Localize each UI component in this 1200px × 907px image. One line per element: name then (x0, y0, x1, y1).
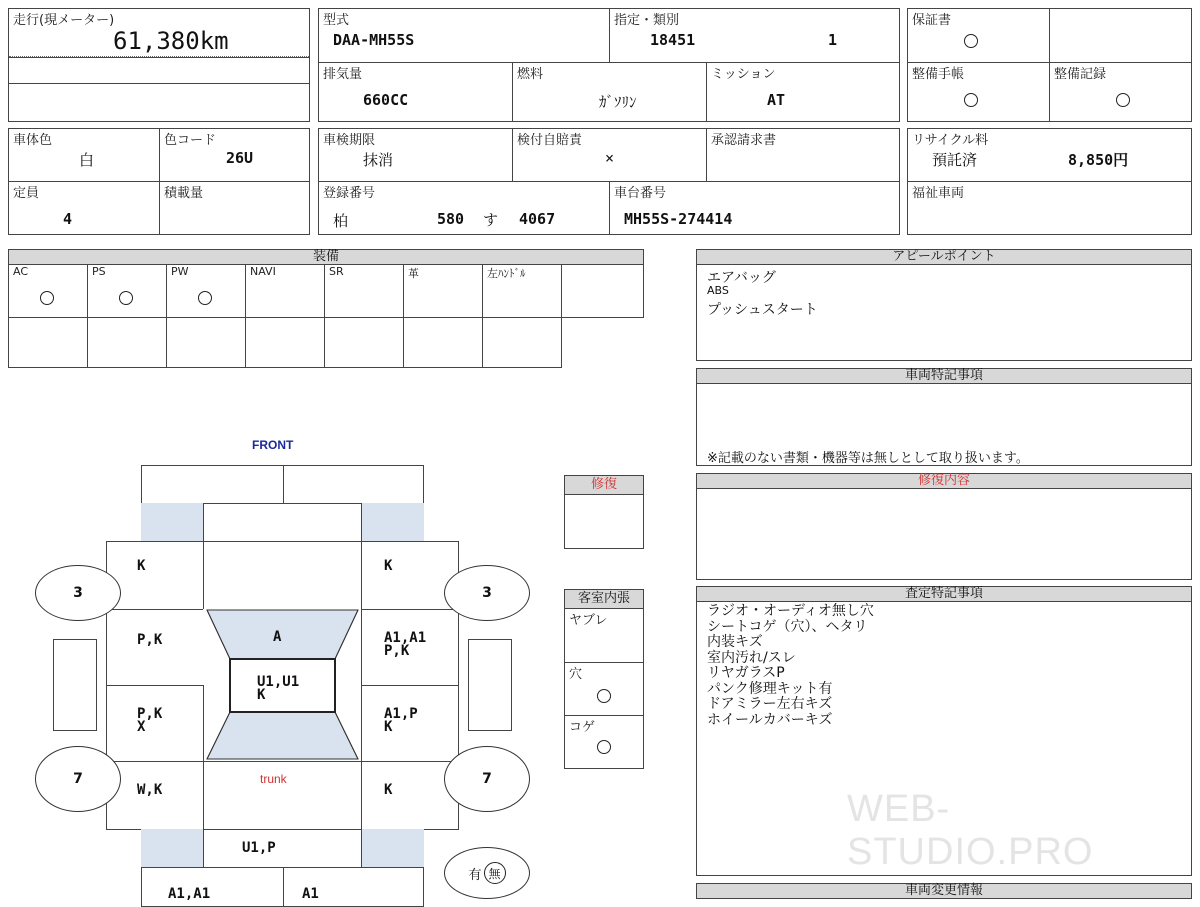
right-rear-door (361, 685, 459, 762)
color-code-label: 色コード (164, 133, 217, 148)
right-mirror (468, 639, 512, 731)
left-rear-fender (106, 761, 204, 830)
assessment-line: 内装キズ (707, 634, 763, 650)
color-code-box (159, 128, 310, 182)
equip-label: 革 (408, 267, 419, 280)
equip-label: 左ﾊﾝﾄﾞﾙ (487, 267, 526, 280)
assessment-box (696, 601, 1192, 876)
chassis-label: 車台番号 (614, 186, 667, 201)
equip-extra-cell (8, 317, 88, 368)
warranty-label: 保証書 (912, 13, 952, 28)
body-color-label: 車体色 (13, 133, 53, 148)
equip-extra-cell (166, 317, 246, 368)
interior-koge-label: コゲ (569, 720, 596, 735)
mission-label: ミッション (711, 67, 776, 82)
assessment-header: 査定特記事項 (696, 586, 1192, 602)
reg-area: 柏 (333, 212, 349, 230)
equip-label: NAVI (250, 265, 276, 278)
inspection-label: 車検期限 (323, 133, 376, 148)
left-front-door-grade: P,K (137, 632, 163, 648)
equip-check-icon (198, 291, 212, 305)
assessment-line: シートコゲ（穴）、ヘタリ (707, 618, 868, 635)
interior-yabure-label: ヤブレ (569, 613, 608, 628)
repair-content-box (696, 488, 1192, 580)
equip-extra-cell (87, 317, 167, 368)
reg-label: 登録番号 (323, 186, 376, 201)
interior-koge-box (564, 715, 644, 769)
inspection-box (318, 128, 513, 182)
inspection-value: 抹消 (363, 151, 394, 169)
rear-panel (203, 829, 362, 868)
hood (203, 503, 362, 542)
displacement-value: 660CC (363, 91, 409, 109)
equip-cell-6 (482, 264, 562, 318)
equip-label: AC (13, 265, 29, 278)
warranty-box (907, 8, 1050, 63)
right-front-door (361, 609, 459, 686)
equip-cell-3 (245, 264, 325, 318)
interior-yabure-box (564, 608, 644, 663)
rear-panel-grade: U1,P (242, 840, 276, 856)
mileage-extra-2 (8, 83, 310, 122)
spare-tire-indicator (444, 847, 530, 899)
welfare-box (907, 181, 1192, 235)
mileage-box (8, 8, 310, 58)
warranty-extra (1049, 8, 1192, 63)
model-value: DAA-MH55S (333, 31, 415, 49)
maint-record-label: 整備記録 (1054, 67, 1107, 82)
equip-check-icon (119, 291, 133, 305)
spare-has-label: 有 (468, 867, 482, 883)
front-right-grade: K (384, 558, 393, 574)
body-color-box (8, 128, 160, 182)
insurance-label: 検付自賠責 (517, 133, 583, 148)
maint-record-box (1049, 62, 1192, 122)
spare-none-label: 無 (484, 862, 506, 884)
insurance-value: × (605, 149, 615, 167)
designation-value: 18451 (650, 31, 696, 49)
bumper-left-grade: A1,A1 (168, 886, 211, 902)
assessment-line: パンク修理キット有 (707, 680, 833, 697)
mission-box (706, 62, 900, 122)
mileage-value: 61,380km (113, 27, 229, 55)
change-info-header: 車両変更情報 (696, 883, 1192, 899)
warranty-check-icon (964, 34, 978, 48)
rear-bumper-left (141, 867, 284, 907)
appeal-line-1: エアバッグ (707, 270, 776, 286)
mileage-label: 走行(現メーター) (13, 13, 115, 28)
special-notes-header: 車両特記事項 (696, 368, 1192, 384)
approval-box (706, 128, 900, 182)
interior-header: 客室内張 (564, 589, 644, 609)
left-front-door (106, 609, 204, 686)
assessment-line: リヤガラスP (707, 665, 785, 681)
appeal-line-3: プッシュスタート (707, 302, 818, 318)
roof-front-grade: A (273, 629, 282, 645)
watermark: WEB-STUDIO.PRO (847, 788, 1094, 873)
displacement-label: 排気量 (323, 67, 363, 82)
left-rear-door-grade: P,K X (137, 706, 163, 735)
roof (229, 658, 336, 713)
equip-extra-cell (324, 317, 404, 368)
equip-cell-0 (8, 264, 88, 318)
fuel-label: 燃料 (517, 67, 544, 82)
equip-extra-cell (245, 317, 325, 368)
maint-book-check-icon (964, 93, 978, 107)
assessment-line: ドアミラー左右キズ (707, 696, 833, 712)
appeal-header: アピールポイント (696, 249, 1192, 265)
repair-header: 修復 (564, 475, 644, 495)
left-mirror (53, 639, 97, 731)
designation-box (609, 8, 900, 63)
equip-cell-5 (403, 264, 483, 318)
capacity-box (8, 181, 160, 235)
load-label: 積載量 (164, 186, 204, 201)
capacity-value: 4 (63, 210, 73, 228)
tire-rear-right: 7 (444, 746, 530, 812)
designation-label: 指定・類別 (614, 13, 680, 28)
mileage-extra-1 (8, 57, 310, 84)
right-rear-door-grade: A1,P K (384, 706, 418, 735)
body-color-value: 白 (79, 151, 95, 169)
equip-extra-cell (482, 317, 562, 368)
rear-bumper-right (283, 867, 424, 907)
interior-koge-check-icon (597, 740, 611, 754)
reg-kana: す (483, 211, 499, 229)
interior-ana-box (564, 662, 644, 716)
front-right-light (361, 503, 424, 541)
special-notes-box (696, 383, 1192, 466)
interior-ana-check-icon (597, 689, 611, 703)
special-notes-text: ※記載のない書類・機器等は無しとして取り扱います。 (707, 451, 1029, 466)
front-bumper-left (141, 465, 284, 504)
capacity-label: 定員 (13, 186, 40, 201)
front-label: FRONT (252, 438, 294, 452)
chassis-value: MH55S-274414 (624, 210, 733, 228)
equip-check-icon (40, 291, 54, 305)
maint-record-check-icon (1116, 93, 1130, 107)
equip-label: PW (171, 265, 189, 278)
equip-cell-empty (561, 264, 644, 318)
front-left-grade: K (137, 558, 146, 574)
recycle-amount: 8,850円 (1068, 151, 1129, 169)
left-rear-grade: W,K (137, 782, 163, 798)
front-left-light (141, 503, 204, 541)
load-box (159, 181, 310, 235)
maint-book-box (907, 62, 1050, 122)
equip-cell-2 (166, 264, 246, 318)
equip-cell-4 (324, 264, 404, 318)
rear-right-light (361, 829, 424, 868)
equip-cell-1 (87, 264, 167, 318)
reg-class: 580 (437, 210, 465, 228)
color-code-value: 26U (226, 149, 254, 167)
right-front-door-grade: A1,A1 P,K (384, 630, 427, 659)
equip-extra-cell (403, 317, 483, 368)
insurance-box (512, 128, 707, 182)
front-center (203, 541, 362, 610)
cabin (203, 609, 362, 762)
appeal-line-2: ABS (707, 284, 729, 297)
tire-rear-left: 7 (35, 746, 121, 812)
front-bumper-right (283, 465, 424, 504)
class-value: 1 (828, 31, 838, 49)
model-box (318, 8, 610, 63)
reg-number: 4067 (519, 210, 556, 228)
chassis-box (609, 181, 900, 235)
displacement-box (318, 62, 513, 122)
left-rear-door (106, 685, 204, 762)
fuel-box (512, 62, 707, 122)
trunk-label: trunk (260, 772, 287, 786)
model-label: 型式 (323, 13, 350, 28)
recycle-label: リサイクル料 (912, 133, 989, 148)
equip-label: SR (329, 265, 344, 278)
approval-label: 承認請求書 (711, 133, 777, 148)
front-left-fender (106, 541, 204, 610)
rear-left-light (141, 829, 204, 868)
mission-value: AT (767, 91, 786, 109)
assessment-line: ラジオ・オーディオ無し穴 (707, 603, 874, 619)
tire-front-left: 3 (35, 565, 121, 621)
fuel-value: ｶﾞｿﾘﾝ (599, 93, 637, 111)
bumper-right-grade: A1 (302, 886, 319, 902)
recycle-status: 預託済 (932, 151, 978, 169)
repair-content-header: 修復内容 (696, 473, 1192, 489)
appeal-box (696, 264, 1192, 361)
trunk (203, 761, 362, 830)
equipment-header: 装備 (8, 249, 644, 265)
right-rear-grade: K (384, 782, 393, 798)
repair-box (564, 494, 644, 549)
equip-label: PS (92, 265, 106, 278)
assessment-line: 室内汚れ/スレ (707, 649, 796, 666)
reg-box (318, 181, 610, 235)
tire-front-right: 3 (444, 565, 530, 621)
welfare-label: 福祉車両 (912, 186, 965, 201)
interior-ana-label: 穴 (569, 667, 583, 682)
assessment-line: ホイールカバーキズ (707, 711, 833, 728)
recycle-box (907, 128, 1192, 182)
roof-grade: U1,U1 K (257, 674, 300, 703)
maint-book-label: 整備手帳 (912, 67, 965, 82)
